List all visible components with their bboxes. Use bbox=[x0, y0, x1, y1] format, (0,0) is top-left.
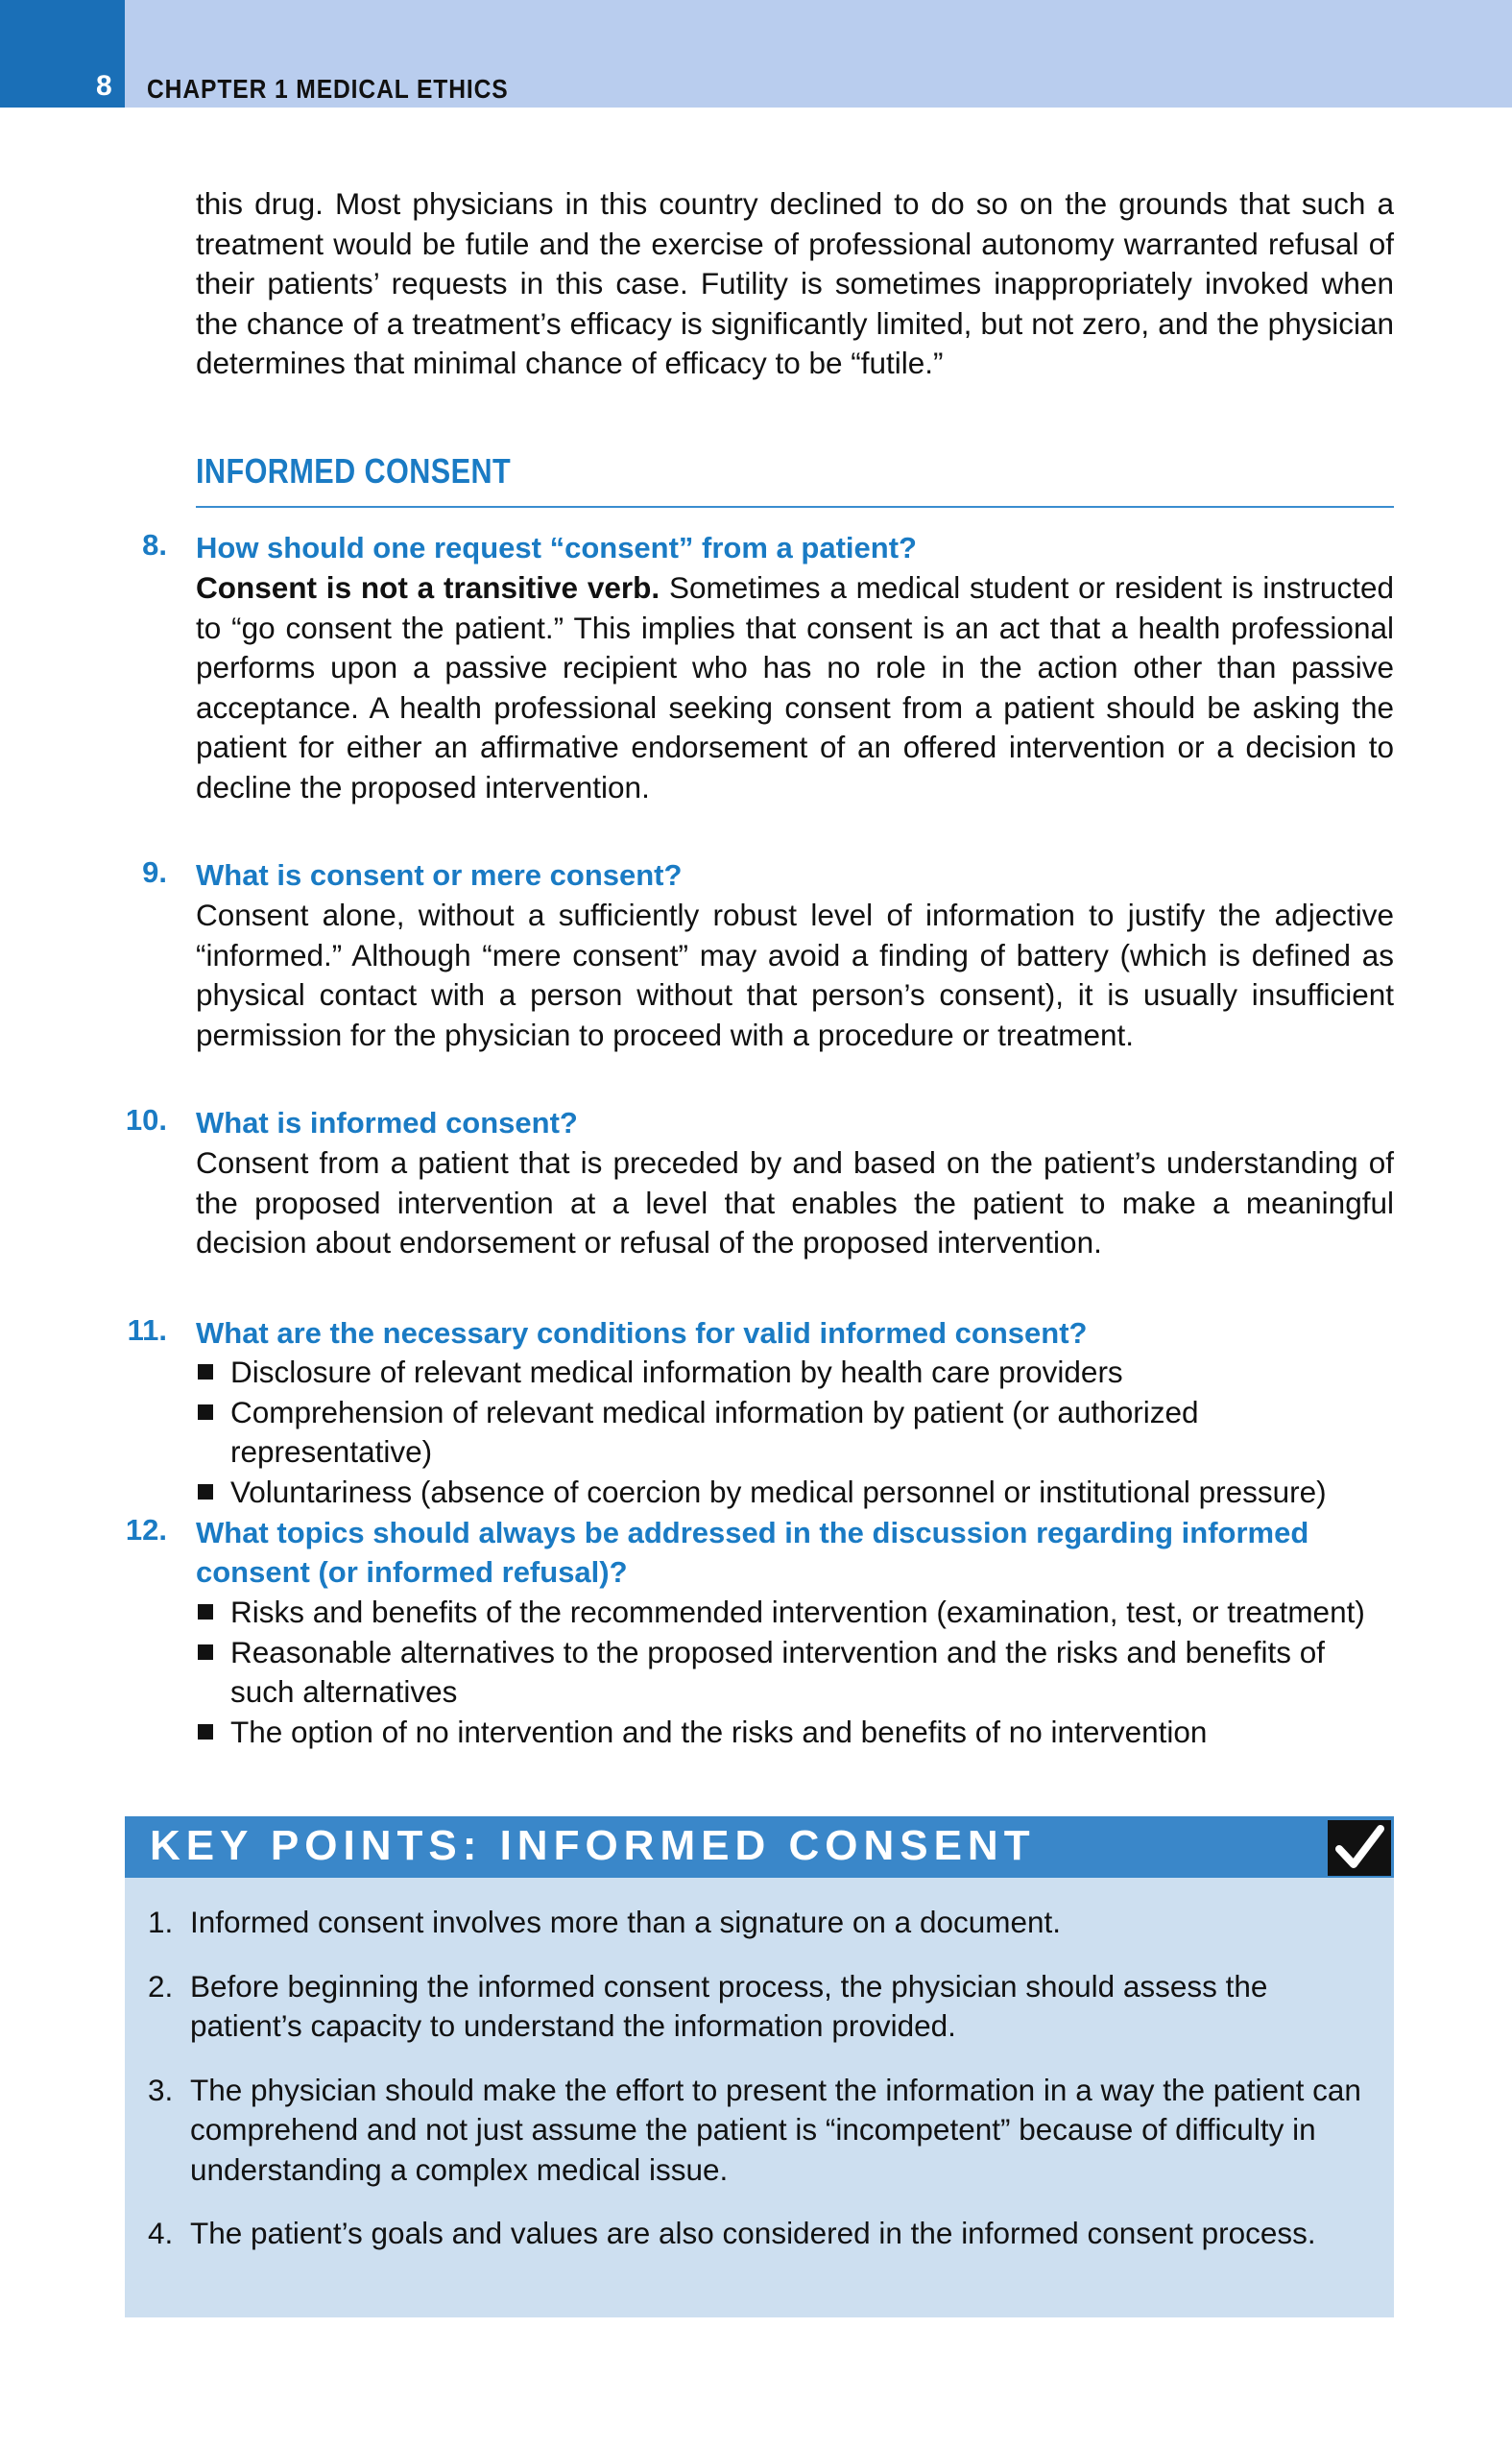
bullet-square-icon bbox=[198, 1724, 213, 1740]
list-item: Reasonable alternatives to the proposed intervention and the risks and benefits of such alternatives bbox=[196, 1633, 1396, 1713]
chapter-title: CHAPTER 1 MEDICAL ETHICS bbox=[147, 74, 509, 104]
question-number: 11. bbox=[127, 1313, 167, 1347]
page-number: 8 bbox=[96, 70, 113, 102]
question-heading: What is informed consent? bbox=[196, 1106, 578, 1140]
question-heading: What are the necessary conditions for valid informed consent? bbox=[196, 1316, 1088, 1350]
bullet-square-icon bbox=[198, 1364, 213, 1380]
key-points-title: KEY POINTS: INFORMED CONSENT bbox=[150, 1822, 1036, 1869]
bullet-square-icon bbox=[198, 1604, 213, 1620]
bullet-list bbox=[196, 1593, 1396, 1752]
key-point-item: 4. The patient’s goals and values are also considered in the informed consent process. bbox=[148, 2216, 1316, 2250]
section-divider bbox=[196, 506, 1394, 508]
list-item: Risks and benefits of the recommended intervention (examination, test, or treatment) bbox=[196, 1593, 1396, 1633]
list-item: Comprehension of relevant medical information by patient (or authorized representative) bbox=[196, 1393, 1396, 1473]
question-number: 8. bbox=[142, 528, 167, 562]
question-heading: What topics should always be addressed in the discussion regarding informed consent (or informed refusal)? bbox=[196, 1516, 1309, 1589]
bullet-list bbox=[196, 1353, 1396, 1512]
answer-lead: Consent is not a transitive verb. bbox=[196, 570, 660, 605]
list-item: Disclosure of relevant medical information by health care providers bbox=[196, 1353, 1396, 1393]
question-number: 9. bbox=[142, 855, 167, 889]
section-heading: INFORMED CONSENT bbox=[196, 451, 512, 491]
bullet-square-icon bbox=[198, 1644, 213, 1660]
list-item: The option of no intervention and the risks and benefits of no intervention bbox=[196, 1713, 1396, 1753]
list-item: Voluntariness (absence of coercion by medical personnel or institutional pressure) bbox=[196, 1473, 1396, 1513]
key-point-item: 2. Before beginning the informed consent process, the physician should assess the patient’s capacity to understand the information provided. bbox=[148, 1968, 1268, 2043]
answer-paragraph: Consent from a patient that is preceded by and based on the patient’s understanding of the proposed intervention at a level that enables the patient to make a meaningful decision about endorsement or refusal of the proposed intervention. bbox=[196, 1145, 1394, 1260]
answer-paragraph: Consent alone, without a sufficiently robust level of information to justify the adjective “informed.” Although “mere consent” may avoid a finding of battery (which is defined as physical contact with a person without that person’s consent), it is usually insufficient permission for the physician to proceed with a procedure or treatment. bbox=[196, 898, 1394, 1052]
key-point-item: 1. Informed consent involves more than a signature on a document. bbox=[148, 1905, 1062, 1939]
question-heading: What is consent or mere consent? bbox=[196, 858, 683, 892]
intro-paragraph: this drug. Most physicians in this country declined to do so on the grounds that such a treatment would be futile and the exercise of professional autonomy warranted refusal of their patients’ requests in this case. Futility is sometimes inappropriately invoked when the chance of a treatment’s efficacy is significantly limited, but not zero, and the physician determines that minimal chance of efficacy to be “futile.” bbox=[196, 186, 1394, 380]
checkmark-icon bbox=[1328, 1820, 1391, 1876]
bullet-square-icon bbox=[198, 1484, 213, 1500]
question-number: 10. bbox=[125, 1103, 167, 1137]
question-number: 12. bbox=[125, 1513, 167, 1547]
answer-text: Sometimes a medical student or resident is instructed to “go consent the patient.” This implies that consent is an act that a health professional performs upon a passive recipient who has no role in the action other than passive acceptance. A health professional seeking consent from a patient should be asking the patient for either an affirmative endorsement of an offered intervention or a decision to decline the proposed intervention. bbox=[196, 570, 1394, 804]
key-points-list bbox=[144, 1903, 1382, 2278]
key-point-item: 3. The physician should make the effort to present the information in a way the patient can comprehend and not just assume the patient is “incompetent” because of difficulty in understanding a complex medical issue. bbox=[148, 2072, 1361, 2187]
answer-paragraph bbox=[196, 568, 1394, 807]
bullet-square-icon bbox=[198, 1404, 213, 1420]
question-heading: How should one request “consent” from a patient? bbox=[196, 531, 917, 564]
